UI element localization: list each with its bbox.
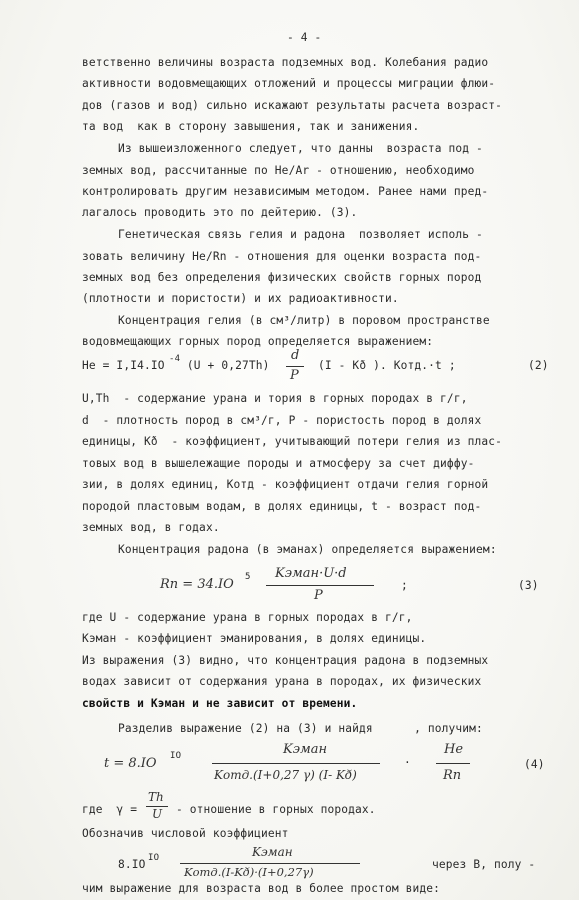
text-line: та вод как в сторону завышения, так и занижения. <box>82 120 420 133</box>
eq4-frac2-num: He <box>444 742 464 757</box>
eq4-frac2-den: Rn <box>443 768 462 783</box>
text-line: Kэман - коэффициент эманирования, в долях единицы. <box>82 632 427 645</box>
text-line: Концентрация гелия (в см³/литр) в поровом пространстве <box>118 314 490 327</box>
text-line: породой пластовым водам, в долях единицы, t - возраст под- <box>82 500 482 513</box>
text-line: земных вод, рассчитанные по He/Ar - отношению, необходимо <box>82 164 475 177</box>
text-line: где U - содержание урана в горных породах в г/г, <box>82 611 413 624</box>
eq4-exponent: IO <box>170 751 182 761</box>
coef-lhs: 8.IO <box>118 858 146 871</box>
page-number: - 4 - <box>287 31 322 44</box>
eq2-number: (2) <box>528 359 549 372</box>
eq3-exponent: 5 <box>245 572 251 582</box>
eq2-rhs: (I - Kð ). Kотд.·t ; <box>318 359 456 372</box>
text-line: Генетическая связь гелия и радона позволяет исполь - <box>118 228 483 241</box>
text-line: земных вод без определения физических свойств горных пород <box>82 271 482 284</box>
text-line: водовмещающих горных пород определяется выражением: <box>82 335 434 348</box>
text-line: чим выражение для возраста вод в более простом виде: <box>82 882 441 895</box>
eq3-frac-den: P <box>314 588 323 603</box>
eq4-dot: · <box>404 756 411 769</box>
text-line: земных вод, в годах. <box>82 521 220 534</box>
eq3-number: (3) <box>518 579 539 592</box>
gamma-suffix: - отношение в горных породах. <box>176 803 376 816</box>
text-line: Из вышеизложенного следует, что данны возраста под - <box>118 142 483 155</box>
gamma-den: U <box>152 807 163 821</box>
coef-after: через B, полу - <box>432 858 536 871</box>
text-line: d - плотность пород в см³/г, P - пористость пород в долях <box>82 414 482 427</box>
eq4-lhs: t = 8.IO <box>104 756 157 771</box>
eq2-lhs: He = I,I4.IO <box>82 359 165 372</box>
eq3-lhs: Rn = 34.IO <box>160 577 234 592</box>
eq4-number: (4) <box>524 758 545 771</box>
eq2-frac-den: P <box>290 368 299 383</box>
text-line: дов (газов и вод) сильно искажают результаты расчета возраст- <box>82 99 503 112</box>
eq3-frac-num: Kэман·U·d <box>275 566 347 581</box>
text-line: Обозначив числовой коэффициент <box>82 827 289 840</box>
eq4-frac-num: Kэман <box>283 742 328 757</box>
gamma-prefix: где γ = <box>82 803 138 816</box>
gamma-num: Th <box>148 790 164 804</box>
coef-exponent: IO <box>148 853 160 863</box>
coef-frac-num: Kэман <box>252 845 293 859</box>
eq4-frac-bar <box>212 763 380 764</box>
text-line: (плотности и пористости) и их радиоактивности. <box>82 292 399 305</box>
text-line: товых вод в вышележащие породы и атмосферу за счет диффу- <box>82 457 475 470</box>
eq2-frac-num: d <box>291 348 300 363</box>
text-line: зии, в долях единиц, Kотд - коэффициент отдачи гелия горной <box>82 478 489 491</box>
coef-frac-bar <box>180 863 360 864</box>
text-line: водах зависит от содержания урана в породах, их физических <box>82 675 482 688</box>
text-line: единицы, Kð - коэффициент, учитывающий потери гелия из плас- <box>82 435 503 448</box>
eq3-frac-bar <box>266 585 374 586</box>
eq2-middle: (U + 0,27Th) <box>180 359 277 372</box>
eq2-frac-bar <box>286 366 304 367</box>
text-line: лагалось проводить это по дейтерию. (3). <box>82 206 358 219</box>
eq3-tail: ; <box>401 579 408 592</box>
text-line: Разделив выражение (2) на (3) и найдя , получим: <box>118 722 483 735</box>
coef-frac-den: Kотд.(I-Kð)·(I+0,27γ) <box>184 865 314 879</box>
eq2-exponent: -4 <box>169 354 181 364</box>
text-line: контролировать другим независимым методом. Ранее нами пред- <box>82 185 489 198</box>
text-line: ветственно величины возраста подземных вод. Колебания радио <box>82 56 489 69</box>
text-line: Концентрация радона (в эманах) определяется выражением: <box>118 543 497 556</box>
text-line: Из выражения (3) видно, что концентрация радона в подземных <box>82 654 489 667</box>
text-line: свойств и Kэман и не зависит от времени. <box>82 697 358 710</box>
text-line: активности водовмещающих отложений и процессы миграции флюи- <box>82 77 496 90</box>
text-line: зовать величину He/Rn - отношения для оценки возраста под- <box>82 250 482 263</box>
eq4-frac2-bar <box>436 763 470 764</box>
eq4-frac-den: Kотд.(I+0,27 γ) (I- Kð) <box>214 768 357 782</box>
text-line: U,Th - содержание урана и тория в горных породах в г/г, <box>82 392 468 405</box>
